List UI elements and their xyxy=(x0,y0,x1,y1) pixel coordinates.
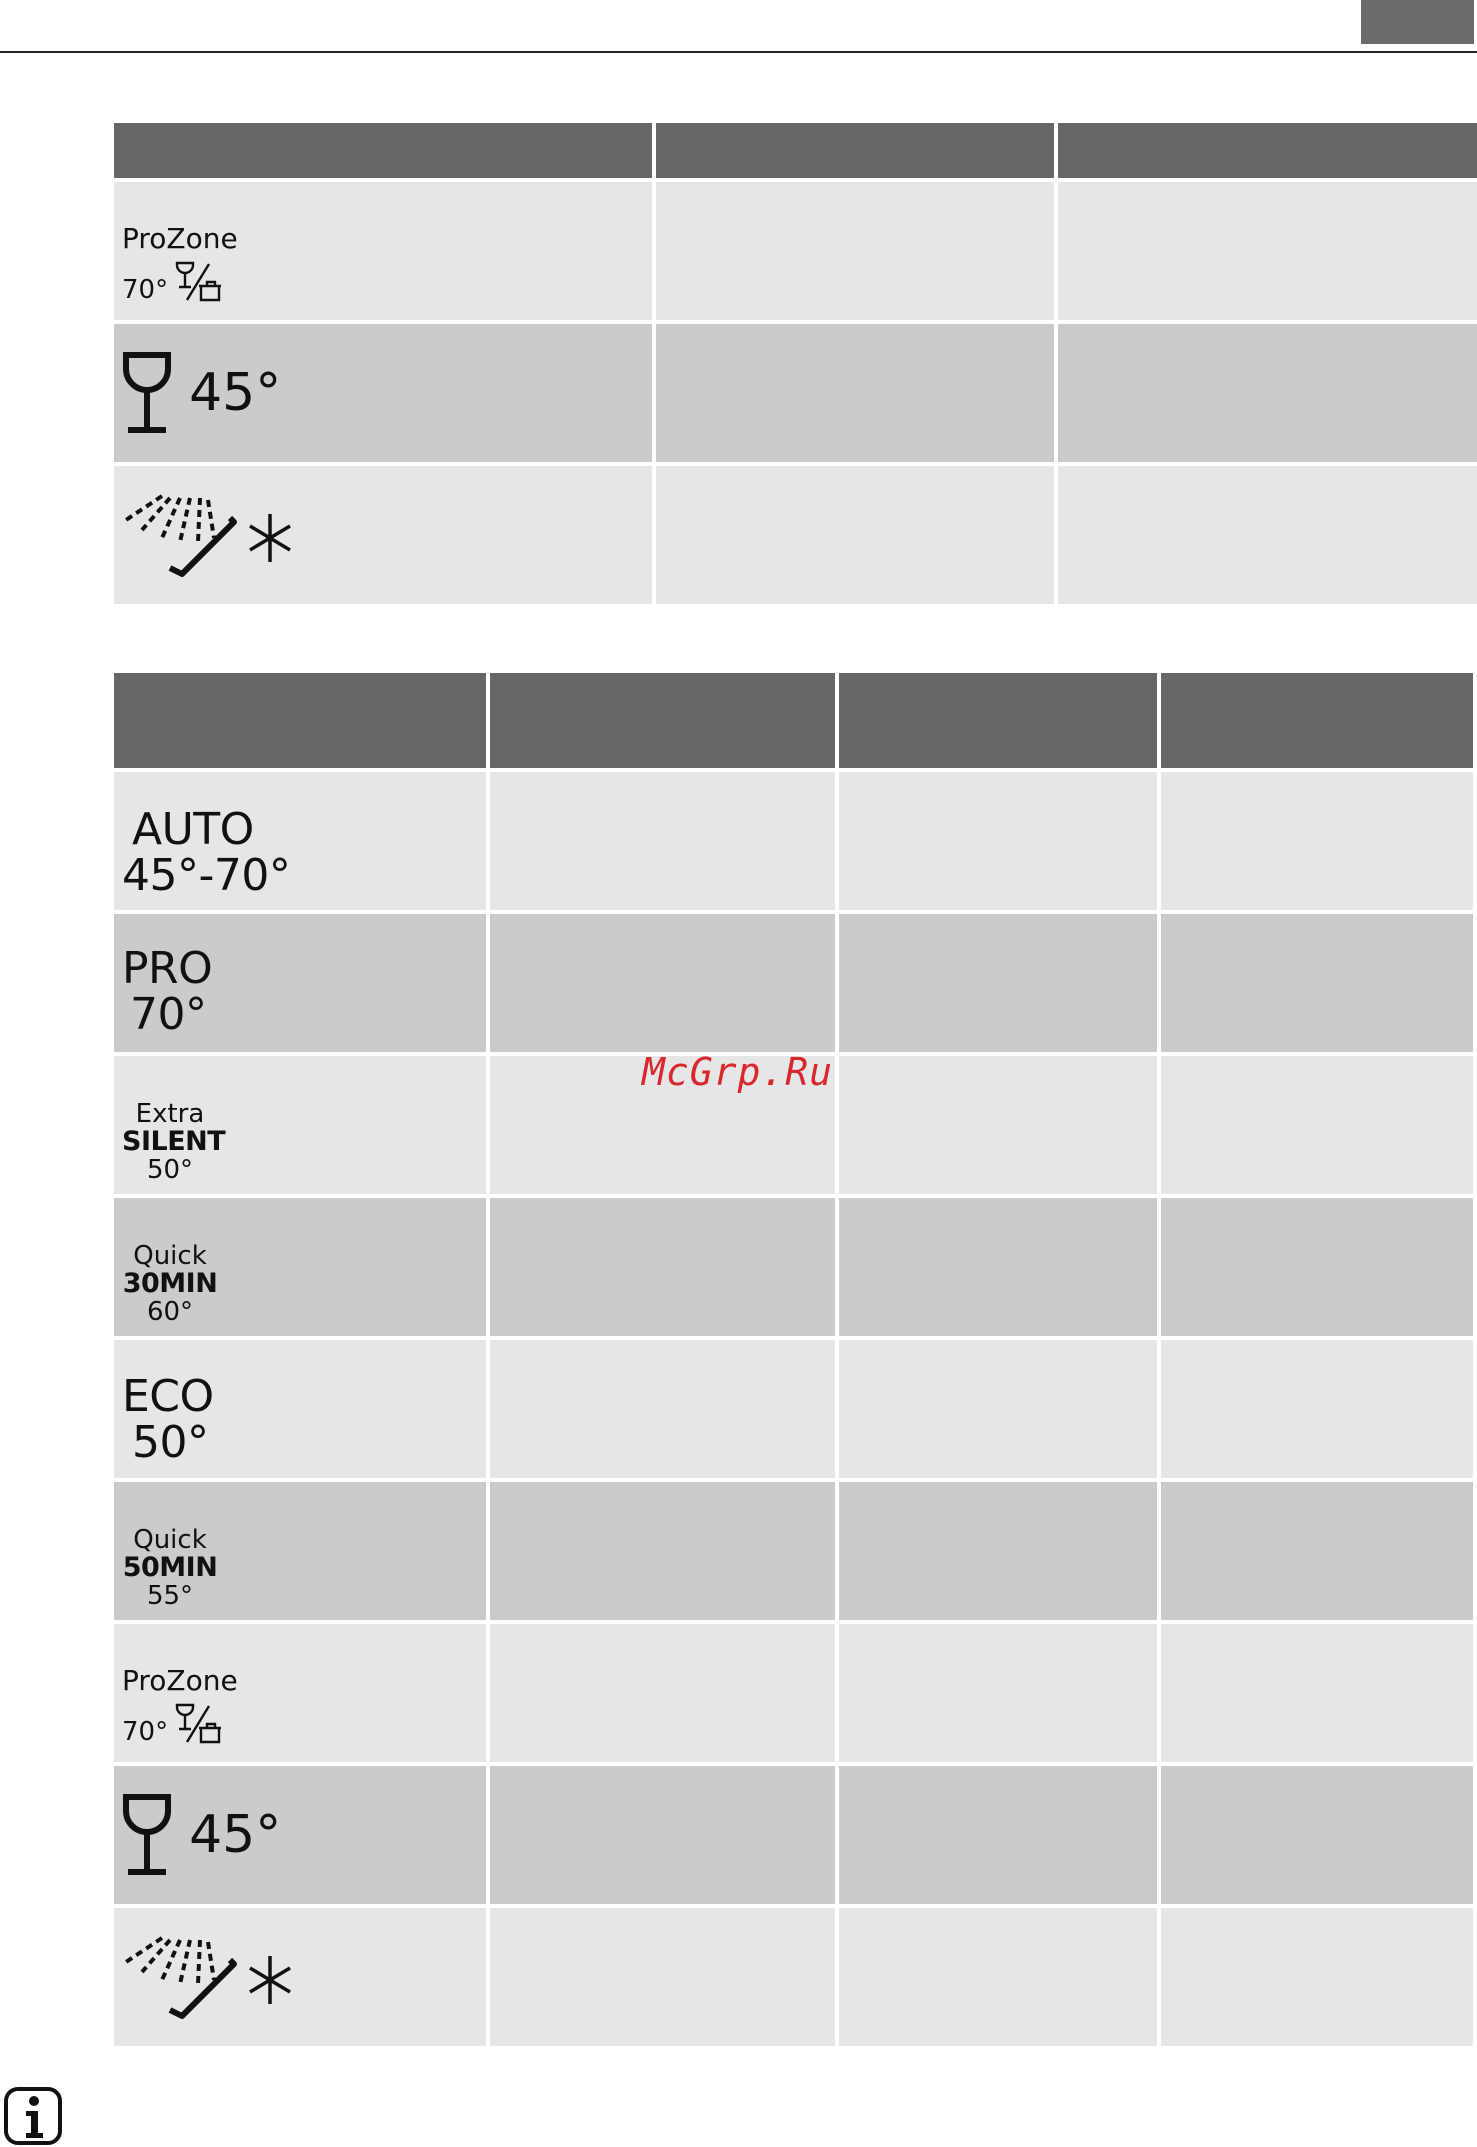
header-rule xyxy=(0,51,1477,53)
table-header-row xyxy=(114,123,1477,178)
table-row xyxy=(114,1198,1473,1336)
wine-glass-icon xyxy=(122,351,172,435)
page-tab-marker xyxy=(1361,0,1474,44)
quick30-line1: Quick xyxy=(133,1241,207,1271)
program-cell-pro xyxy=(114,914,486,1052)
program-cell-auto xyxy=(114,772,486,910)
glass-temp: 45° xyxy=(189,363,282,423)
data-cell xyxy=(1161,1340,1473,1478)
prozone-temp: 70° xyxy=(122,274,169,305)
data-cell xyxy=(1161,1056,1473,1194)
data-cell xyxy=(1161,914,1473,1052)
data-cell xyxy=(839,1624,1157,1762)
quick30-line2: 30MIN xyxy=(122,1268,218,1299)
data-cell xyxy=(839,772,1157,910)
program-cell-rinse-hold xyxy=(114,466,652,604)
table-row xyxy=(114,914,1473,1052)
glass-and-pot-icon xyxy=(173,260,225,304)
quick50-line1: Quick xyxy=(133,1525,207,1555)
table-row xyxy=(114,1766,1473,1904)
wine-glass-icon xyxy=(122,1793,172,1877)
data-cell xyxy=(1161,1766,1473,1904)
data-cell xyxy=(839,1908,1157,2046)
data-cell xyxy=(1161,772,1473,910)
pro-temp: 70° xyxy=(130,989,207,1040)
table-row xyxy=(114,324,1477,462)
quick30-temp: 60° xyxy=(146,1297,194,1327)
auto-label: AUTO xyxy=(132,804,254,855)
data-cell xyxy=(490,1624,835,1762)
data-cell xyxy=(656,324,1054,462)
auto-temp: 45°-70° xyxy=(122,850,291,901)
data-cell xyxy=(490,914,835,1052)
table-row xyxy=(114,1482,1473,1620)
data-cell xyxy=(1161,1482,1473,1620)
watermark: McGrp.Ru xyxy=(642,1050,834,1094)
prozone-label: ProZone xyxy=(122,221,238,255)
program-table-1 xyxy=(110,119,1477,608)
data-cell xyxy=(839,1340,1157,1478)
data-cell xyxy=(1161,1624,1473,1762)
data-cell xyxy=(490,1908,835,2046)
data-cell xyxy=(490,1340,835,1478)
table-row xyxy=(114,1908,1473,2046)
prozone-temp: 70° xyxy=(122,1716,169,1747)
quick50-temp: 55° xyxy=(146,1581,194,1611)
table-row xyxy=(114,182,1477,320)
extra-silent-line2: SILENT xyxy=(122,1126,226,1157)
table-row xyxy=(114,466,1477,604)
data-cell xyxy=(1058,182,1477,320)
data-cell xyxy=(490,1482,835,1620)
rinse-and-hold-icon xyxy=(122,1932,292,2022)
program-table-2 xyxy=(110,669,1477,2050)
rinse-and-hold-icon xyxy=(122,490,292,580)
glass-temp: 45° xyxy=(189,1805,282,1865)
header-cell xyxy=(114,123,652,178)
info-icon xyxy=(4,2087,62,2145)
eco-temp: 50° xyxy=(132,1417,209,1468)
program-cell-eco xyxy=(114,1340,486,1478)
header-cell xyxy=(490,673,835,768)
header-cell xyxy=(1058,123,1477,178)
program-cell-quick50 xyxy=(114,1482,486,1620)
data-cell xyxy=(1161,1908,1473,2046)
data-cell xyxy=(490,1766,835,1904)
program-cell-rinse-hold xyxy=(114,1908,486,2046)
program-cell-glass xyxy=(114,1766,486,1904)
table-row xyxy=(114,1624,1473,1762)
header-cell xyxy=(114,673,486,768)
program-cell-prozone xyxy=(114,182,652,320)
data-cell xyxy=(1058,466,1477,604)
data-cell xyxy=(656,466,1054,604)
data-cell xyxy=(656,182,1054,320)
table-row xyxy=(114,772,1473,910)
prozone-label: ProZone xyxy=(122,1663,238,1697)
table-row xyxy=(114,1340,1473,1478)
glass-and-pot-icon xyxy=(173,1702,225,1746)
program-cell-prozone xyxy=(114,1624,486,1762)
data-cell xyxy=(490,772,835,910)
data-cell xyxy=(839,914,1157,1052)
data-cell xyxy=(839,1766,1157,1904)
header-cell xyxy=(656,123,1054,178)
data-cell xyxy=(839,1198,1157,1336)
data-cell xyxy=(839,1056,1157,1194)
data-cell xyxy=(1058,324,1477,462)
extra-silent-temp: 50° xyxy=(146,1155,194,1185)
pro-label: PRO xyxy=(122,943,213,994)
data-cell xyxy=(490,1198,835,1336)
extra-silent-line1: Extra xyxy=(135,1099,205,1129)
program-cell-quick30 xyxy=(114,1198,486,1336)
header-cell xyxy=(1161,673,1473,768)
table-header-row xyxy=(114,673,1473,768)
data-cell xyxy=(839,1482,1157,1620)
quick50-line2: 50MIN xyxy=(122,1552,218,1583)
program-cell-extra-silent xyxy=(114,1056,486,1194)
program-cell-glass xyxy=(114,324,652,462)
data-cell xyxy=(1161,1198,1473,1336)
eco-label: ECO xyxy=(122,1371,214,1422)
header-cell xyxy=(839,673,1157,768)
